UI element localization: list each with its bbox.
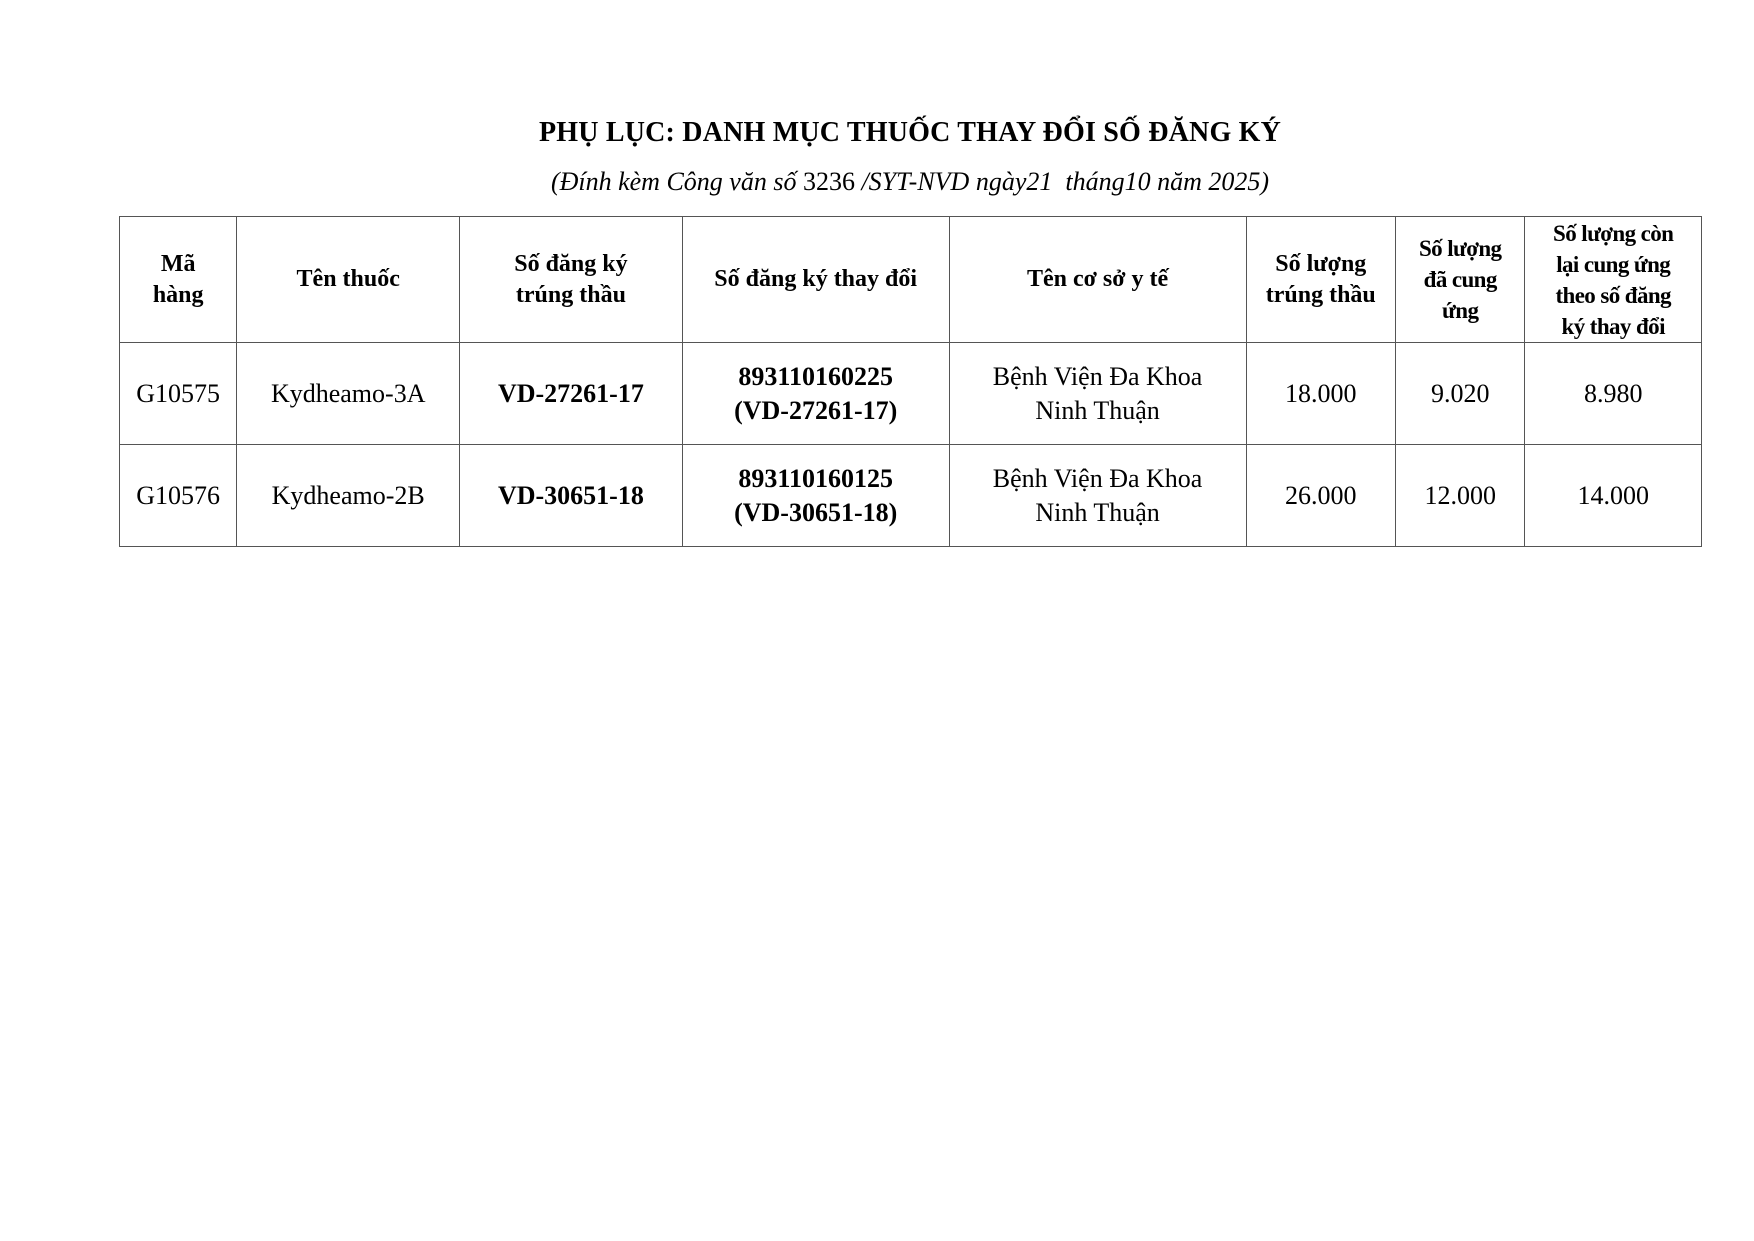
cell-ten-thuoc: Kydheamo-3A	[237, 343, 460, 445]
drug-registration-table	[119, 216, 1702, 547]
table-row	[120, 343, 1702, 445]
cell-sdk-thay-doi: 893110160225 (VD-27261-17)	[682, 343, 949, 445]
cell-sdk-trung-thau: VD-30651-18	[460, 445, 683, 547]
cell-ma-hang: G10575	[120, 343, 237, 445]
cell-ma-hang: G10576	[120, 445, 237, 547]
cell-sl-con-lai: 14.000	[1525, 445, 1702, 547]
cell-sdk-trung-thau: VD-27261-17	[460, 343, 683, 445]
cell-sl-con-lai: 8.980	[1525, 343, 1702, 445]
table-row	[120, 445, 1702, 547]
subtitle-mid: /SYT-NVD ngày	[861, 167, 1027, 196]
subtitle-day: 21	[1026, 167, 1053, 196]
cell-ten-co-so: Bệnh Viện Đa Khoa Ninh Thuận	[949, 445, 1246, 547]
header-ma-hang: Mã hàng	[120, 217, 237, 343]
cell-sl-trung-thau: 26.000	[1246, 445, 1395, 547]
subtitle-number: 3236	[802, 167, 855, 196]
header-sl-trung-thau: Số lượng trúng thầu	[1246, 217, 1395, 343]
cell-sl-da-cung-ung: 12.000	[1396, 445, 1525, 547]
header-sl-da-cung-ung: Số lượng đã cung ứng	[1396, 217, 1525, 343]
subtitle-suffix: năm 2025)	[1157, 167, 1270, 196]
cell-sdk-thay-doi: 893110160125 (VD-30651-18)	[682, 445, 949, 547]
header-ten-co-so: Tên cơ sở y tế	[949, 217, 1246, 343]
cell-sl-trung-thau: 18.000	[1246, 343, 1395, 445]
subtitle-month-label: tháng	[1065, 167, 1125, 196]
header-sl-con-lai: Số lượng còn lại cung ứng theo số đăng ký thay đổi	[1525, 217, 1702, 343]
subtitle-prefix: (Đính kèm Công văn số	[550, 167, 797, 196]
header-sdk-thay-doi: Số đăng ký thay đổi	[682, 217, 949, 343]
cell-ten-co-so: Bệnh Viện Đa Khoa Ninh Thuận	[949, 343, 1246, 445]
header-sdk-trung-thau: Số đăng ký trúng thầu	[460, 217, 683, 343]
document-title: PHỤ LỤC: DANH MỤC THUỐC THAY ĐỔI SỐ ĐĂNG KÝ	[538, 117, 1282, 148]
header-ten-thuoc: Tên thuốc	[237, 217, 460, 343]
cell-sl-da-cung-ung: 9.020	[1396, 343, 1525, 445]
document-subtitle	[0, 166, 1754, 198]
table-header-row	[120, 217, 1702, 343]
cell-ten-thuoc: Kydheamo-2B	[237, 445, 460, 547]
subtitle-month: 10	[1124, 167, 1151, 196]
